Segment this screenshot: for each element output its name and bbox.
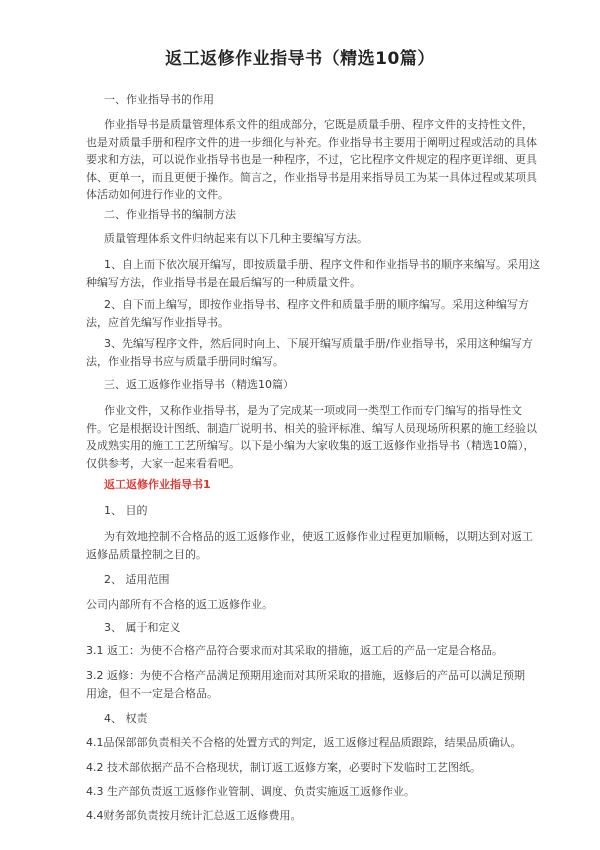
document-title: 返工返修作业指导书（精选10篇） (165, 49, 435, 69)
purpose-heading: 1、 目的 (104, 504, 148, 517)
text-line: 用途，但不一定是合格品。 (86, 686, 218, 700)
book-1-heading: 返工返修作业指导书1 (104, 478, 211, 491)
definition-rework: 3.1 返工：为使不合格产品符合要求而对其采取的措施，返工后的产品一定是合格品。 (86, 644, 503, 657)
text-line: 法，应首先编写作业指导书。 (86, 315, 229, 329)
scope-heading: 2、 适用范围 (104, 573, 170, 586)
text-line: 种编写方法，作业指导书是在最后编写的一种质量文件。 (86, 275, 361, 289)
definition-repair (86, 667, 525, 702)
text-line: 作业文件，又称作业指导书，是为了完成某一项或同一类型工作而专门编写的指导性文 (104, 404, 522, 417)
method-1-paragraph (86, 256, 540, 291)
text-line: 作业指导书是质量管理体系文件的组成部分，它既是质量手册、程序文件的支持性文件， (104, 118, 533, 131)
text-line: 体、更单一，而且更便于操作。简言之，作业指导书是用来指导员工为某一具体过程或某项具 (86, 170, 537, 184)
text-line: 及成熟实用的施工工艺所编写。以下是小编为大家收集的返工返修作业指导书（精选10篇）， (86, 439, 535, 452)
section-1-heading: 一、作业指导书的作用 (104, 93, 214, 106)
text-line: 3.2 返修：为使不合格产品满足预期用途而对其所采取的措施，返修后的产品可以满足预期 (86, 669, 525, 682)
text-line: 体活动如何进行作业的文件。 (86, 188, 229, 201)
purpose-paragraph (86, 528, 533, 563)
responsibility-4: 4.4财务部负责按月统计汇总返工返修费用。 (86, 809, 302, 822)
text-line: 1、自上而下依次展开编写，即按质量手册、程序文件和作业指导书的顺序来编写。采用这 (104, 258, 540, 271)
section-3-paragraph (86, 402, 537, 472)
section-3-heading: 三、返工返修作业指导书（精选10篇） (104, 378, 294, 391)
text-line: 件。它是根据设计图纸、制造厂说明书、相关的验评标准、编写人员现场所积累的施工经验以 (86, 421, 537, 435)
section-2-intro: 质量管理体系文件归纳起来有以下几种主要编写方法。 (104, 232, 368, 245)
section-1-paragraph (86, 116, 537, 204)
section-2-heading: 二、作业指导书的编制方法 (104, 208, 236, 221)
text-line: 也是对质量手册和程序文件的进一步细化与补充。作业指导书主要用于阐明过程或活动的具体 (86, 135, 537, 149)
text-line: 返修品质量控制之目的。 (86, 547, 207, 561)
scope-text: 公司内部所有不合格的返工返修作业。 (86, 598, 273, 611)
definitions-heading: 3、 属于和定义 (104, 621, 181, 634)
text-line: 仅供参考，大家一起来看看吧。 (86, 456, 240, 470)
text-line: 法，作业指导书应与质量手册同时编写。 (86, 354, 284, 368)
text-line: 要求和方法，可以说作业指导书也是一种程序，不过，它比程序文件规定的程序更详细、更具 (86, 153, 537, 166)
text-line: 为有效地控制不合格品的返工返修作业，使返工返修作业过程更加顺畅，以期达到对返工 (104, 530, 533, 543)
text-line: 2、自下而上编写，即按作业指导书、程序文件和质量手册的顺序编写。采用这种编写方 (104, 298, 529, 311)
text-line: 3、先编写程序文件，然后同时向上、下展开编写质量手册/作业指导书，采用这种编写方 (104, 337, 533, 350)
method-3-paragraph (86, 335, 533, 370)
responsibilities-heading: 4、 权责 (104, 712, 148, 725)
method-2-paragraph (86, 296, 529, 331)
responsibility-1: 4.1品保部部负责相关不合格的处置方式的判定，返工返修过程品质跟踪，结果品质确认。 (86, 736, 522, 749)
responsibility-3: 4.3 生产部负责返工返修作业管制、调度、负责实施返工返修作业。 (86, 785, 415, 798)
responsibility-2: 4.2 技术部依据产品不合格现状，制订返工返修方案，必要时下发临时工艺图纸。 (86, 761, 481, 774)
